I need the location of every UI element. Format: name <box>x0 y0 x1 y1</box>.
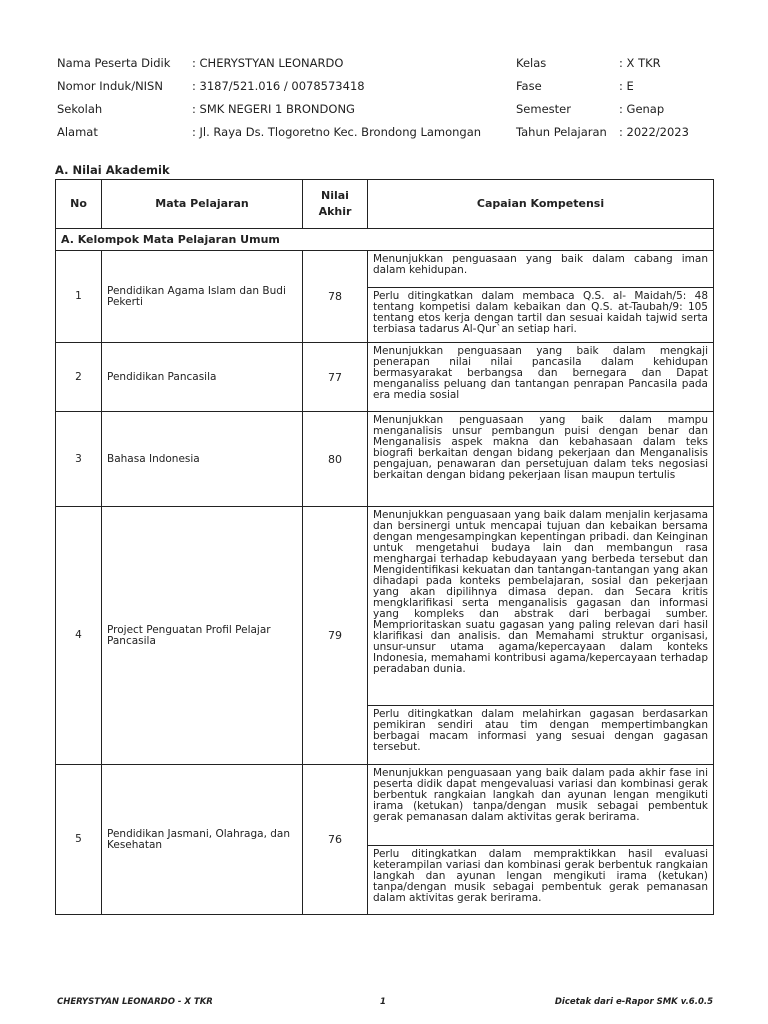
table-row <box>56 765 714 915</box>
row-no: 4 <box>56 507 102 765</box>
row-subject: Pendidikan Agama Islam dan Budi Pekerti <box>102 251 303 343</box>
row-competency <box>368 343 714 412</box>
school-value: : SMK NEGERI 1 BRONDONG <box>192 102 355 116</box>
row-score: 79 <box>303 507 368 765</box>
group-row <box>56 229 714 251</box>
school-label: Sekolah <box>57 102 103 116</box>
header-score <box>303 180 368 229</box>
row-score: 80 <box>303 412 368 507</box>
competency-text: Menunjukkan penguasaan yang baik dalam cabang iman dalam kehidupan. <box>368 251 713 288</box>
table-row <box>56 412 714 507</box>
competency-text: Menunjukkan penguasaan yang baik dalam menjalin kerjasama dan bersinergi untuk mencapai tujuan dan kebaikan bersama dengan mengesampingkan kepentingan pribadi. dan Keinginan untuk mengetahui budaya lain dan membangun rasa menghargai terhadap kebudayaan yang berbeda tersebut dan Mengidentifikasi kekuatan dan tantangan-tantangan yang akan dihadapi pada konteks pembelajaran, sosial dan pekerjaan yang akan dipilihnya dimasa depan. dan Secara kritis mengklarifikasi serta menganalisis gagasan dan informasi yang kompleks dan abstrak dari berbagai sumber. Memprioritaskan suatu gagasan yang paling relevan dari hasil klarifikasi dan analisis. dan Memahami struktur organisasi, unsur-unsur utama agama/kepercayaan dalam konteks Indonesia, memahami kontribusi agama/kepercayaan terhadap peradaban dunia. <box>368 507 713 706</box>
header-competency: Capaian Kompetensi <box>368 180 714 229</box>
row-no: 3 <box>56 412 102 507</box>
name-value: : CHERYSTYAN LEONARDO <box>192 56 344 70</box>
row-competency <box>368 507 714 765</box>
row-no: 2 <box>56 343 102 412</box>
footer-printed-by: Dicetak dari e-Rapor SMK v.6.0.5 <box>554 997 713 1007</box>
nis-value: : 3187/521.016 / 0078573418 <box>192 79 365 93</box>
name-label: Nama Peserta Didik <box>57 56 171 70</box>
year-value: : 2022/2023 <box>619 125 689 139</box>
class-label: Kelas <box>516 56 547 70</box>
table-row <box>56 343 714 412</box>
table-header-row <box>56 180 714 229</box>
competency-text: Menunjukkan penguasaan yang baik dalam mampu menganalisis unsur pembangun puisi dengan benar dan Menganalisis aspek makna dan kebahasaan dalam teks biografi berkaitan dengan bidang pekerjaan dan Menganalisis pengajuan, penawaran dan persetujuan dalam teks negosiasi berkaitan dengan bidang pekerjaan lisan maupun tertulis <box>373 414 708 481</box>
row-score: 78 <box>303 251 368 343</box>
phase-label: Fase <box>516 79 542 93</box>
header-no: No <box>56 180 102 229</box>
address-value: : Jl. Raya Ds. Tlogoretno Kec. Brondong Lamongan <box>192 125 482 139</box>
footer-page-number: 1 <box>380 997 386 1007</box>
row-score: 76 <box>303 765 368 915</box>
competency-text: Perlu ditingkatkan dalam membaca Q.S. al- Maidah/5: 48 tentang kompetisi dalam kebaikan dan Q.S. at-Taubah/9: 105 tentang etos kerja dengan tartil dan sesuai kaidah tajwid serta terbiasa tadarus Al-Qur`an setiap hari. <box>373 290 708 335</box>
group-label: A. Kelompok Mata Pelajaran Umum <box>56 229 714 251</box>
row-competency <box>368 412 714 507</box>
header-score-line1: Nilai <box>321 189 349 202</box>
row-score: 77 <box>303 343 368 412</box>
row-competency <box>368 765 714 915</box>
class-value: : X TKR <box>619 56 661 70</box>
footer-student: CHERYSTYAN LEONARDO - X TKR <box>57 997 213 1007</box>
row-subject: Pendidikan Jasmani, Olahraga, dan Kesehatan <box>102 765 303 915</box>
semester-label: Semester <box>516 102 571 116</box>
table-row <box>56 507 714 765</box>
row-subject: Bahasa Indonesia <box>102 412 303 507</box>
nis-label: Nomor Induk/NISN <box>57 79 163 93</box>
competency-text: Perlu ditingkatkan dalam mempraktikkan hasil evaluasi keterampilan variasi dan kombinasi gerak berbentuk rangkaian langkah dan ayunan lengan mengikuti irama (ketukan) tanpa/dengan musik sebagai pembentuk gerak pemanasan dalam aktivitas gerak berirama. <box>373 848 708 904</box>
row-competency <box>368 251 714 343</box>
grades-table <box>55 179 714 915</box>
header-score-line2: Akhir <box>318 205 352 218</box>
semester-value: : Genap <box>619 102 665 116</box>
phase-value: : E <box>619 79 634 93</box>
competency-text: Perlu ditingkatkan dalam melahirkan gagasan berdasarkan pemikiran sendiri atau tim dengan mempertimbangkan berbagai macam informasi yang sesuai dengan gagasan tersebut. <box>373 708 708 753</box>
row-no: 1 <box>56 251 102 343</box>
row-subject: Pendidikan Pancasila <box>102 343 303 412</box>
year-label: Tahun Pelajaran <box>516 125 607 139</box>
row-no: 5 <box>56 765 102 915</box>
section-title: A. Nilai Akademik <box>55 163 170 177</box>
competency-text: Menunjukkan penguasaan yang baik dalam pada akhir fase ini peserta didik dapat mengevaluasi variasi dan kombinasi gerak berbentuk rangkaian langkah dan ayunan lengan mengikuti irama (ketukan) tanpa/dengan musik sebagai pembentuk gerak pemanasan dalam aktivitas gerak berirama. <box>368 765 713 846</box>
competency-text: Menunjukkan penguasaan yang baik dalam mengkaji penerapan nilai nilai pancasila dalam kehidupan bermasyarakat berbangsa dan bernegara dan Dapat menganaliss peluang dan tantangan penrapan Pancasila pada era media sosial <box>373 345 708 401</box>
address-label: Alamat <box>57 125 98 139</box>
table-row <box>56 251 714 343</box>
header-subject: Mata Pelajaran <box>102 180 303 229</box>
row-subject: Project Penguatan Profil Pelajar Pancasila <box>102 507 303 765</box>
